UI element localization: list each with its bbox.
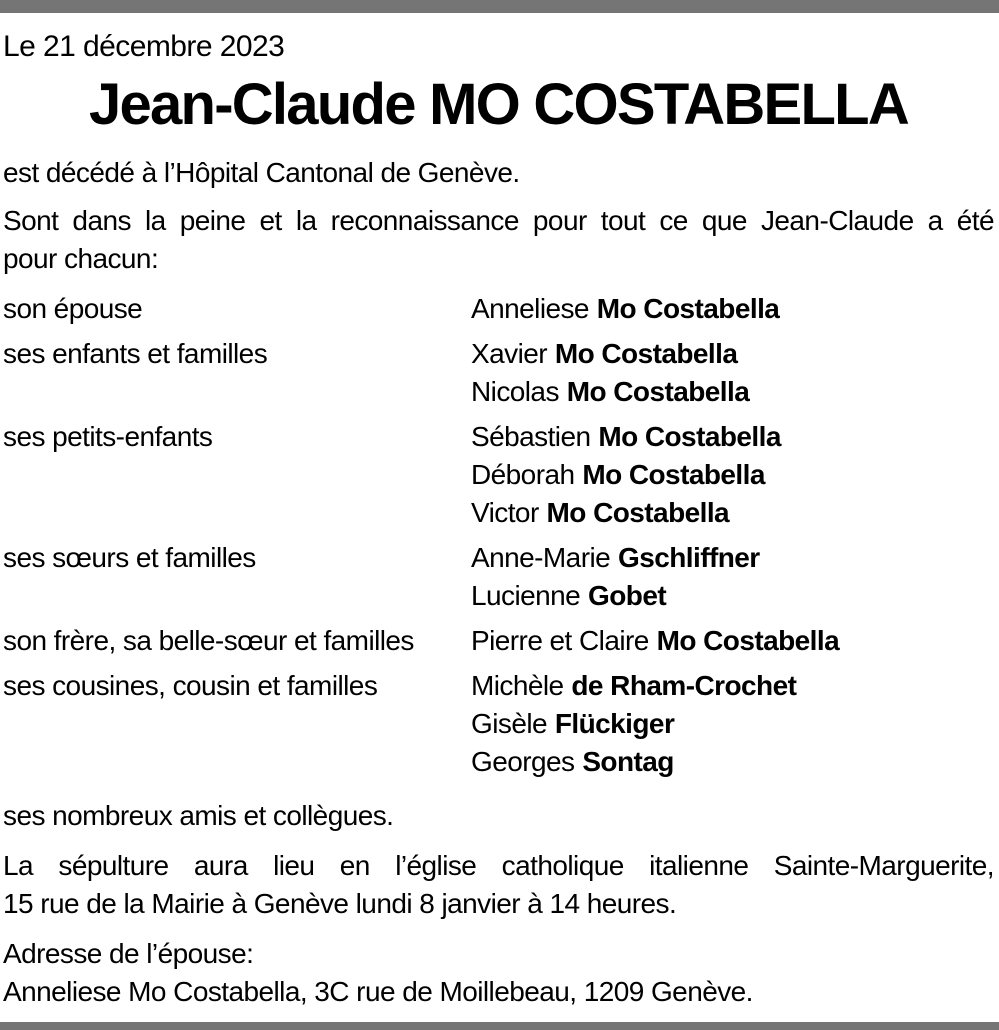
deceased-name-title: Jean-Claude MO COSTABELLA [88,72,909,137]
family-name: Mo Costabella [656,625,840,656]
given-name: Michèle [471,670,564,701]
intro-paragraph [3,202,994,278]
family-name: Sontag [582,746,674,777]
mourner-name [471,622,994,660]
family-name: Mo Costabella [546,497,730,528]
mourner-row-brother [3,622,994,660]
intro-line-1: Sont dans la peine et la reconnaissance pour tout ce que Jean-Claude a été [3,205,994,236]
family-name: Gobet [588,580,667,611]
family-name: Gschliffner [617,542,760,573]
mourner-row-children [3,335,994,411]
mourner-name [471,290,994,328]
mourner-name [471,373,994,411]
notice-date: Le 21 décembre 2023 [3,30,285,63]
name-column [471,539,994,615]
name-column [471,335,994,411]
top-divider-bar [0,0,999,13]
given-name: Nicolas [471,376,559,407]
mourner-row-grandchildren [3,418,994,532]
relation-label: son épouse [3,293,143,324]
mourner-name [471,667,994,705]
mourner-name [471,577,994,615]
funeral-paragraph [3,847,994,923]
family-name: Mo Costabella [596,293,780,324]
given-name: Lucienne [471,580,581,611]
given-name: Anne-Marie [471,542,611,573]
funeral-line-2: 15 rue de la Mairie à Genève lundi 8 janvier à 14 heures. [3,888,677,919]
given-name: Sébastien [471,421,591,452]
family-name: Mo Costabella [582,459,765,490]
family-name: Mo Costabella [566,376,750,407]
name-column [471,667,994,781]
address-line: Anneliese Mo Costabella, 3C rue de Moillebeau, 1209 Genève. [3,976,753,1007]
given-name: Georges [471,746,575,777]
mourner-name [471,494,994,532]
mourner-name [471,539,994,577]
bottom-divider-bar [0,1022,999,1030]
name-column [471,290,994,328]
mourner-name [471,705,994,743]
notice-content [0,28,999,1011]
given-name: Pierre et Claire [471,625,649,656]
relation-label: ses petits-enfants [3,421,213,452]
mourner-name [471,456,994,494]
family-name: de Rham-Crochet [571,670,797,701]
given-name: Déborah [471,459,575,490]
mourner-row-sisters [3,539,994,615]
friends-line: ses nombreux amis et collègues. [3,800,394,831]
mourner-name [471,743,994,781]
family-name: Mo Costabella [598,421,781,452]
mourner-row-cousins [3,667,994,781]
given-name: Anneliese [471,293,589,324]
family-name: Mo Costabella [554,338,738,369]
name-column [471,418,994,532]
relation-label: ses enfants et familles [3,338,268,369]
relation-label: son frère, sa belle-sœur et familles [3,625,414,656]
given-name: Victor [471,497,539,528]
mourner-name [471,335,994,373]
name-column [471,622,994,660]
death-statement: est décédé à l’Hôpital Cantonal de Genève. [3,157,520,188]
mourner-name [471,418,994,456]
given-name: Xavier [471,338,548,369]
given-name: Gisèle [471,708,548,739]
address-label: Adresse de l’épouse: [3,938,254,969]
funeral-line-1: La sépulture aura lieu en l’église catholique italienne Sainte-Marguerite, [3,850,994,881]
mourners-list [3,290,994,781]
relation-label: ses sœurs et familles [3,542,256,573]
family-name: Flückiger [554,708,675,739]
mourner-row-spouse [3,290,994,328]
relation-label: ses cousines, cousin et familles [3,670,378,701]
intro-line-2: pour chacun: [3,243,159,274]
